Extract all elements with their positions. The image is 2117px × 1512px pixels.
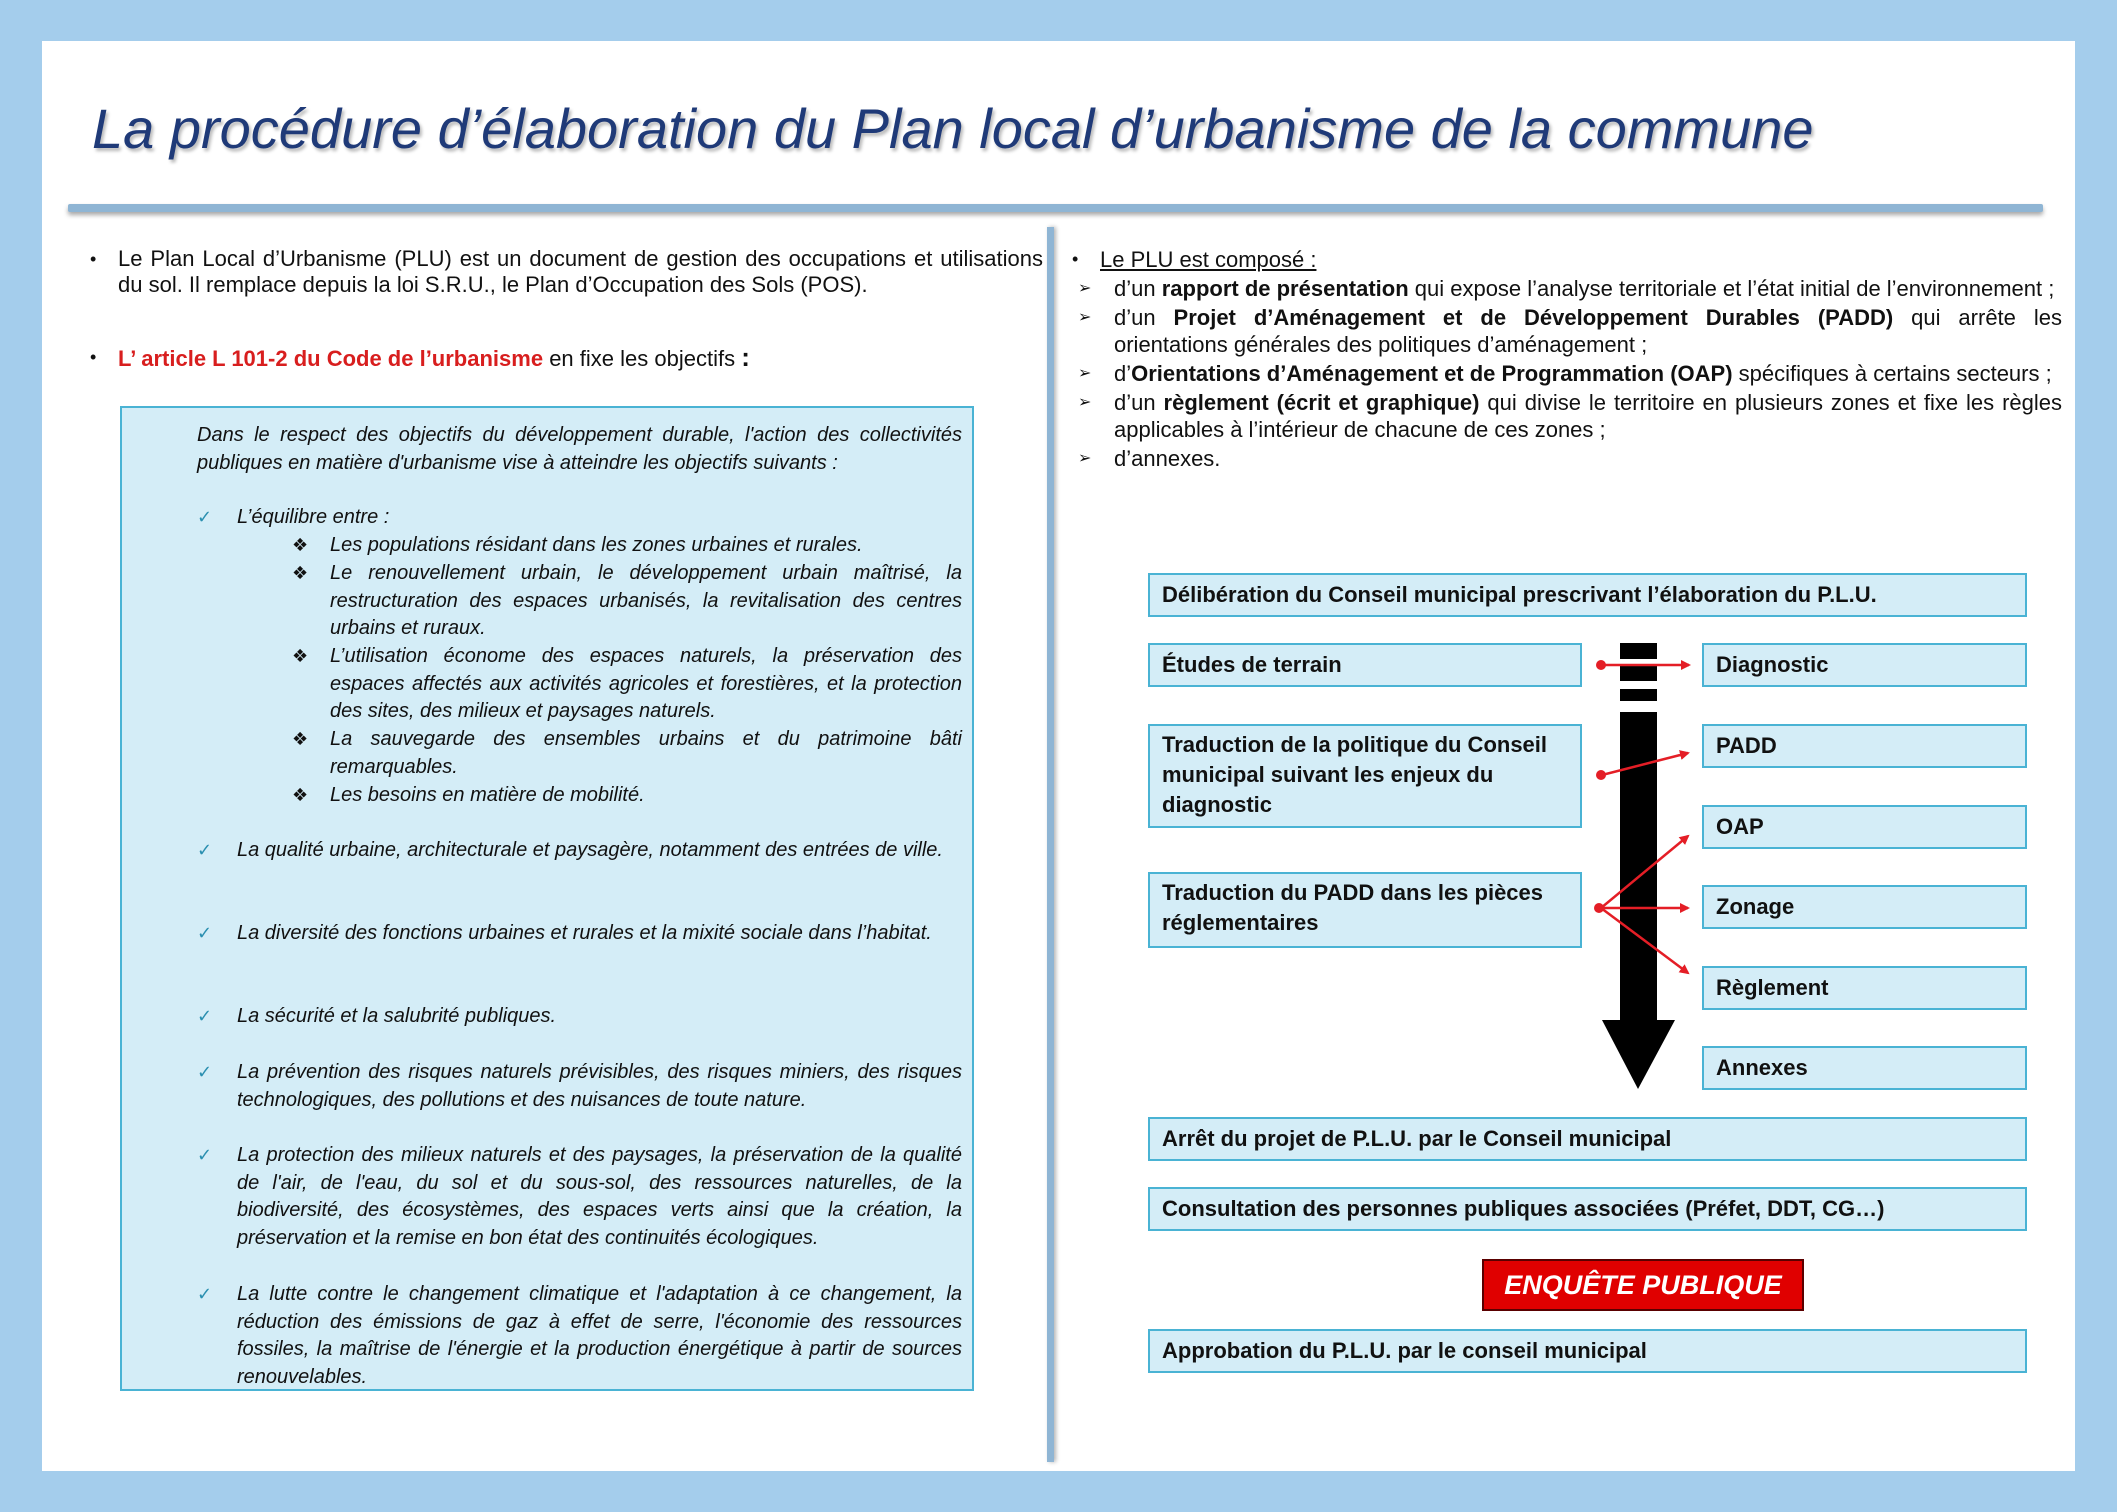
output-zonage: Zonage: [1702, 885, 2027, 929]
link-origin-dot: [1596, 770, 1606, 780]
step-traduction-politique: Traduction de la politique du Conseil municipal suivant les enjeux du diagnostic: [1148, 724, 1582, 828]
arrow-bullet-icon: ➢: [1078, 365, 1092, 382]
criterion-text: La protection des milieux naturels et des paysages, la préservation de la qualité de l'air, de l'eau, du sol et du sous-sol, des ressources naturelles, de la biodiversité, des écosystèmes, des espaces verts ainsi que la création, la préservation et la remise en bon état des continuités écologiques.: [237, 1144, 962, 1249]
composition-label: Le PLU est composé :: [1100, 247, 1317, 272]
item-bold: rapport de présentation: [1161, 276, 1409, 301]
timeline-arrow: [1602, 643, 1675, 1089]
article-reference: L’ article L 101-2 du Code de l’urbanisme: [118, 346, 544, 371]
check-icon: ✓: [197, 507, 213, 527]
step-deliberation: Délibération du Conseil municipal prescrivant l’élaboration du P.L.U.: [1148, 573, 2027, 617]
link-origin-dot: [1594, 903, 1604, 913]
item-suffix: qui expose l’analyse territoriale et l’état initial de l’environnement ;: [1408, 276, 2055, 301]
criterion-text: La sécurité et la salubrité publiques.: [237, 1005, 557, 1027]
criterion-text: La qualité urbaine, architecturale et paysagère, notamment des entrées de ville.: [237, 839, 943, 861]
check-icon: ✓: [197, 923, 213, 943]
item-prefix: d’annexes.: [1114, 446, 1221, 471]
check-icon: ✓: [197, 1062, 213, 1082]
output-annexes: Annexes: [1702, 1046, 2027, 1090]
bullet-dot: •: [1072, 249, 1079, 269]
arrow-bullet-icon: ➢: [1078, 450, 1092, 467]
check-icon: ✓: [197, 1006, 213, 1026]
step-traduction-padd: Traduction du PADD dans les pièces réglementaires: [1148, 872, 1582, 948]
poster-panel: [42, 41, 2075, 1471]
equilibre-item-text: Le renouvellement urbain, le développement urbain maîtrisé, la restructuration des espaces urbanisés, la revitalisation des centres urbains et ruraux.: [330, 562, 962, 639]
diamond-bullet-icon: ❖: [292, 535, 309, 555]
timeline-segment: [1620, 643, 1657, 659]
arrow-bullet-icon: ➢: [1078, 394, 1092, 411]
step-approbation: Approbation du P.L.U. par le conseil municipal: [1148, 1329, 2027, 1373]
item-bold: Orientations d’Aménagement et de Programmation (OAP): [1131, 361, 1733, 386]
item-suffix: qui divise le territoire en plusieurs zones et fixe les règles applicables à l’intérieur de chacune de ces zones ;: [1114, 390, 2062, 442]
equilibre-item-text: L’utilisation économe des espaces naturels, la préservation des espaces affectés aux activités agricoles et forestières, et la protection des sites, des milieux et paysages naturels.: [330, 645, 962, 722]
item-suffix: spécifiques à certains secteurs ;: [1732, 361, 2052, 386]
equilibre-label: L’équilibre entre :: [237, 506, 390, 528]
equilibre-item-text: Les populations résidant dans les zones urbaines et rurales.: [330, 534, 863, 556]
page-title: La procédure d’élaboration du Plan local d’urbanisme de la commune: [92, 97, 1814, 160]
step-etudes-terrain: Études de terrain: [1148, 643, 1582, 687]
item-prefix: d’un: [1114, 305, 1174, 330]
check-icon: ✓: [197, 1284, 213, 1304]
diamond-bullet-icon: ❖: [292, 646, 309, 666]
item-bold: règlement (écrit et graphique): [1163, 390, 1480, 415]
check-icon: ✓: [197, 1145, 213, 1165]
equilibre-item-text: Les besoins en matière de mobilité.: [330, 784, 645, 806]
diamond-bullet-icon: ❖: [292, 563, 309, 583]
intro-text: Le Plan Local d’Urbanisme (PLU) est un document de gestion des occupations et utilisations du sol. Il remplace depuis la loi S.R.U., le Plan d’Occupation des Sols (POS).: [118, 246, 1043, 297]
item-prefix: d’: [1114, 361, 1132, 386]
arrow-bullet-icon: ➢: [1078, 280, 1092, 297]
item-suffix: qui arrête les orientations générales des politiques d’aménagement ;: [1114, 305, 2062, 357]
output-reglement: Règlement: [1702, 966, 2027, 1010]
quote-intro: Dans le respect des objectifs du développement durable, l'action des collectivités publiques en matière d'urbanisme vise à atteindre les objectifs suivants :: [197, 424, 962, 474]
timeline-segment: [1620, 689, 1657, 701]
item-prefix: d’un: [1114, 390, 1164, 415]
link-origin-dot: [1596, 660, 1606, 670]
timeline-arrowhead: [1602, 1020, 1675, 1089]
output-oap: OAP: [1702, 805, 2027, 849]
enquete-publique-badge: ENQUÊTE PUBLIQUE: [1482, 1259, 1804, 1311]
criterion-text: La diversité des fonctions urbaines et rurales et la mixité sociale dans l’habitat.: [237, 922, 932, 944]
output-padd: PADD: [1702, 724, 2027, 768]
step-consultation: Consultation des personnes publiques associées (Préfet, DDT, CG…): [1148, 1187, 2027, 1231]
item-prefix: d’un: [1114, 276, 1162, 301]
item-bold: Projet d’Aménagement et de Développement Durables (PADD): [1173, 305, 1894, 330]
article-colon: :: [741, 342, 750, 372]
diamond-bullet-icon: ❖: [292, 785, 309, 805]
check-icon: ✓: [197, 840, 213, 860]
criterion-text: La prévention des risques naturels prévisibles, des risques miniers, des risques technologiques, des pollutions et des nuisances de toute nature.: [237, 1061, 962, 1111]
step-arret: Arrêt du projet de P.L.U. par le Conseil municipal: [1148, 1117, 2027, 1161]
bullet-dot: •: [90, 249, 97, 269]
timeline-segment: [1620, 665, 1657, 681]
criterion-text: La lutte contre le changement climatique et l'adaptation à ce changement, la réduction des émissions de gaz à effet de serre, l'économie des ressources fossiles, la maîtrise de l'énergie et la production énergétique à partir de sources renouvelables.: [237, 1283, 962, 1388]
equilibre-item-text: La sauvegarde des ensembles urbains et du patrimoine bâti remarquables.: [330, 728, 962, 778]
output-diagnostic: Diagnostic: [1702, 643, 2027, 687]
arrow-bullet-icon: ➢: [1078, 309, 1092, 326]
diamond-bullet-icon: ❖: [292, 729, 309, 749]
article-rest: en fixe les objectifs: [543, 346, 742, 371]
bullet-dot: •: [90, 347, 97, 367]
